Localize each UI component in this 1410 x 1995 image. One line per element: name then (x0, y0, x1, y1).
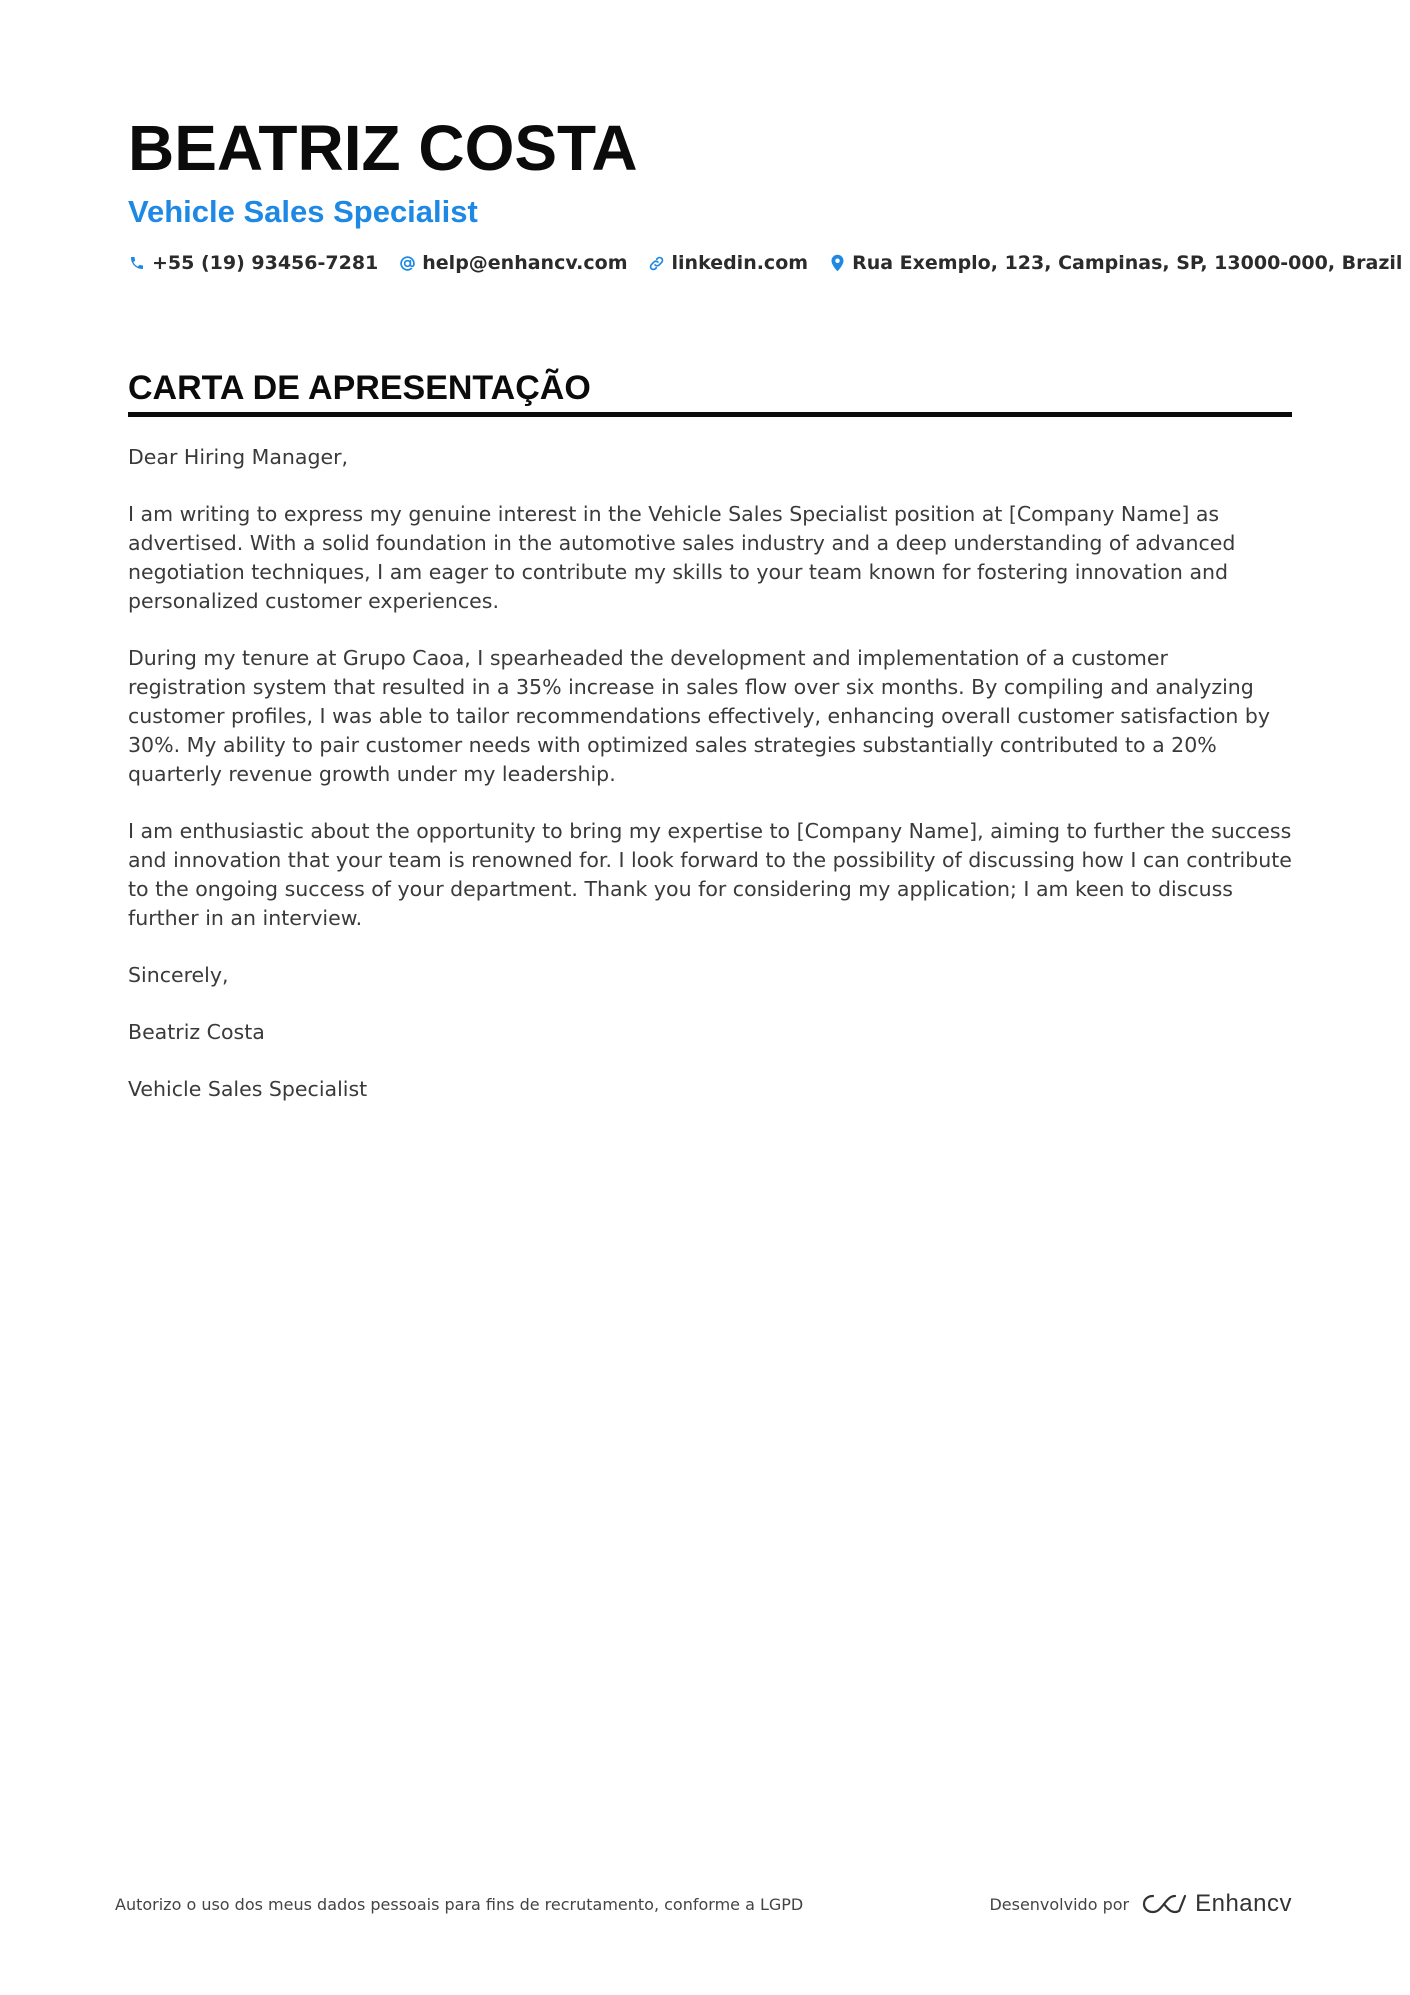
contact-bar (128, 252, 1403, 274)
letter-greeting: Dear Hiring Manager, (128, 445, 349, 469)
consent-text: Autorizo o uso dos meus dados pessoais para fins de recrutamento, conforme a LGPD (115, 1894, 804, 1914)
candidate-title: Vehicle Sales Specialist (128, 194, 478, 229)
letter-paragraph-1: I am writing to express my genuine interest in the Vehicle Sales Specialist position at [Company Name] as advertised. With a solid foundation in the automotive sales industry and a deep understanding of advanced negotiation techniques, I am eager to contribute my skills to your team known for fostering innovation and personalized customer experiences. (128, 502, 1236, 613)
candidate-name: BEATRIZ COSTA (128, 112, 638, 184)
phone-text: +55 (19) 93456-7281 (152, 252, 379, 274)
cover-letter-section (128, 366, 1292, 1132)
section-title: CARTA DE APRESENTAÇÃO (128, 366, 1292, 417)
letter-paragraph-2: During my tenure at Grupo Caoa, I spearheaded the development and implementation of a customer registration system that resulted in a 35% increase in sales flow over six months. By compiling and analyzing customer profiles, I was able to tailor recommendations effectively, enhancing overall customer satisfaction by 30%. My ability to pair customer needs with optimized sales strategies substantially contributed to a 20% quarterly revenue growth under my leadership. (128, 646, 1271, 786)
powered-by[interactable] (989, 1890, 1292, 1918)
at-icon (398, 254, 416, 272)
contact-phone (128, 252, 378, 274)
location-pin-icon (828, 254, 846, 272)
contact-linkedin (648, 252, 809, 274)
brand-name: Enhancv (1195, 1890, 1292, 1917)
contact-email (398, 252, 627, 274)
letter-closing: Sincerely, (128, 963, 229, 987)
enhancv-logo-icon (1141, 1892, 1187, 1916)
letter-paragraph-3: I am enthusiastic about the opportunity to bring my expertise to [Company Name], aiming to further the success and innovation that your team is renowned for. I look forward to the possibility of discussing how I can contribute to the ongoing success of your department. Thank you for considering my application; I am keen to discuss further in an interview. (128, 819, 1292, 930)
signature-title: Vehicle Sales Specialist (128, 1077, 368, 1101)
phone-icon (128, 254, 146, 272)
letter-body (128, 443, 1292, 1104)
address-text: Rua Exemplo, 123, Campinas, SP, 13000-000, Brazil (852, 252, 1403, 274)
linkedin-text: linkedin.com (671, 252, 809, 274)
email-text: help@enhancv.com (422, 252, 628, 274)
link-icon (648, 254, 666, 272)
signature-name: Beatriz Costa (128, 1020, 265, 1044)
powered-by-label: Desenvolvido por (989, 1894, 1130, 1914)
contact-address (828, 252, 1402, 274)
footer (115, 1890, 1292, 1918)
header (128, 110, 1403, 274)
